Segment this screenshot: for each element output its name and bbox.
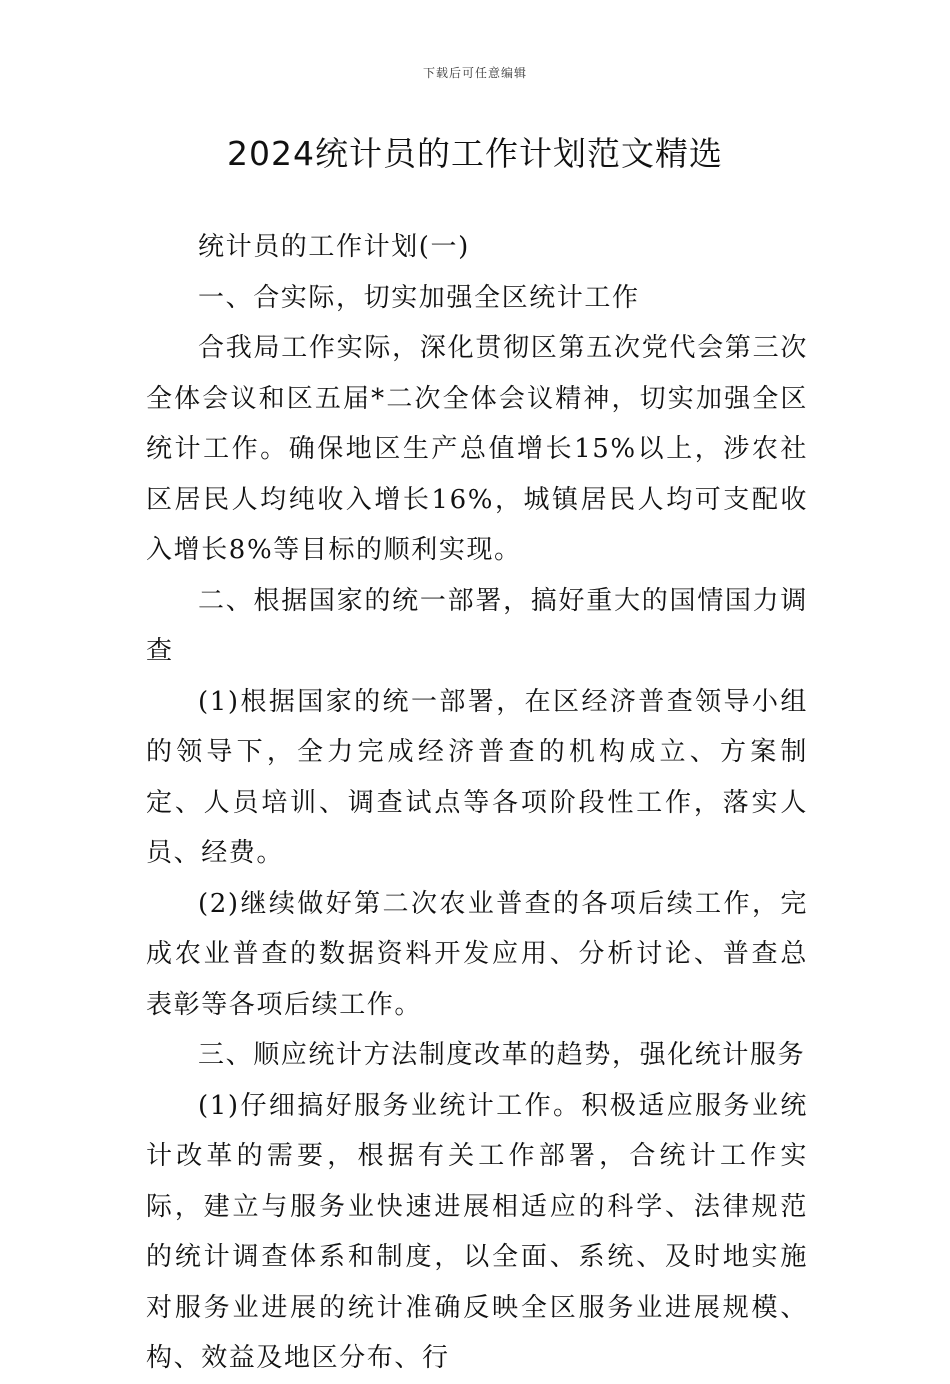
document-title: 2024统计员的工作计划范文精选 <box>227 134 723 173</box>
paragraph-section-3-heading: 三、顺应统计方法制度改革的趋势，强化统计服务 <box>198 1040 806 1070</box>
paragraph-section-2-item-1: (1)根据国家的统一部署，在区经济普查领导小组的领导下，全力完成经济普查的机构成立、方案制定、人员培训、调查试点等各项阶段性工作，落实人员、经费。 <box>146 686 808 868</box>
paragraph-section-1-body: 合我局工作实际，深化贯彻区第五次党代会第三次全体会议和区五届*二次全体会议精神，切实加强全区统计工作。确保地区生产总值增长15%以上，涉农社区居民人均纯收入增长16%，城镇居民人均可支配收入增长8%等目标的顺利实现。 <box>146 333 808 565</box>
paragraph-section-2-item-2: (2)继续做好第二次农业普查的各项后续工作，完成农业普查的数据资料开发应用、分析讨论、普查总表彰等各项后续工作。 <box>146 888 808 1020</box>
paragraph-section-2-heading: 二、根据国家的统一部署，搞好重大的国情国力调查 <box>146 585 808 666</box>
paragraph-subtitle: 统计员的工作计划(一) <box>198 232 470 262</box>
document-body <box>146 222 808 1384</box>
paragraph-section-3-item-1: (1)仔细搞好服务业统计工作。积极适应服务业统计改革的需要，根据有关工作部署，合统计工作实际，建立与服务业快速进展相适应的科学、法律规范的统计调查体系和制度，以全面、系统、及时地实施对服务业进展的统计准确反映全区服务业进展规模、构、效益及地区分布、行 <box>146 1090 808 1373</box>
header-note: 下载后可任意编辑 <box>422 66 527 80</box>
paragraph-section-1-heading: 一、合实际，切实加强全区统计工作 <box>198 282 640 313</box>
